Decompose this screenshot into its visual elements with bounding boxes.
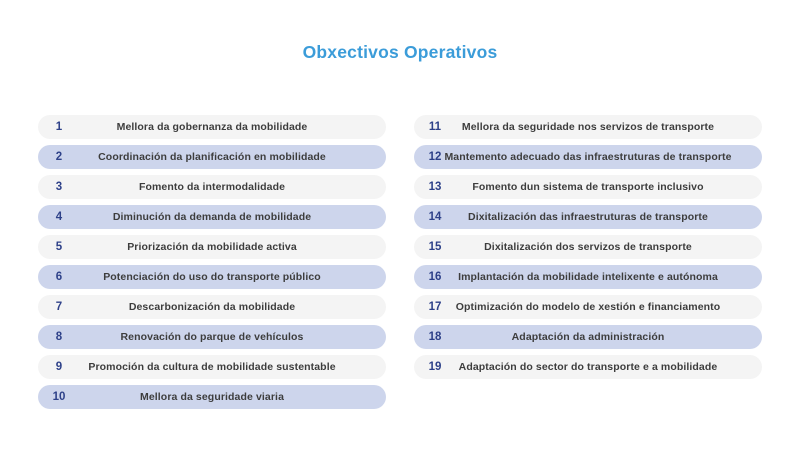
objective-number: 13 — [428, 181, 442, 193]
objective-row-15 — [414, 235, 762, 259]
objective-number: 5 — [55, 241, 63, 253]
objective-label: Adaptación do sector do transporte e a mobilidade — [458, 361, 718, 373]
objectives-column-right — [414, 115, 762, 415]
objective-number: 14 — [428, 211, 442, 223]
objective-number: 1 — [55, 121, 63, 133]
objective-label: Descarbonización da mobilidade — [128, 301, 296, 313]
objective-number: 3 — [55, 181, 63, 193]
objective-row-17 — [414, 295, 762, 319]
objective-label: Dixitalización das infraestruturas de transporte — [468, 211, 708, 223]
objective-row-9 — [38, 355, 386, 379]
objective-number: 15 — [428, 241, 442, 253]
objective-label: Mellora da seguridade viaria — [139, 391, 285, 403]
objective-number: 11 — [428, 121, 442, 133]
objective-number: 17 — [428, 301, 442, 313]
objective-label: Diminución da demanda de mobilidade — [112, 211, 312, 223]
objective-label: Priorización da mobilidade activa — [127, 241, 297, 253]
objective-label: Fomento dun sistema de transporte inclusivo — [472, 181, 704, 193]
objective-row-1 — [38, 115, 386, 139]
objective-row-6 — [38, 265, 386, 289]
objective-number: 7 — [55, 301, 63, 313]
objective-label: Mellora da gobernanza da mobilidade — [116, 121, 308, 133]
objective-number: 10 — [52, 391, 66, 403]
objective-number: 16 — [428, 271, 442, 283]
objective-label: Promoción da cultura de mobilidade sustentable — [88, 361, 336, 373]
page-title: Obxectivos Operativos — [302, 42, 498, 62]
objective-row-2 — [38, 145, 386, 169]
objective-number: 9 — [55, 361, 63, 373]
objective-row-19 — [414, 355, 762, 379]
objective-row-14 — [414, 205, 762, 229]
objective-number: 4 — [55, 211, 63, 223]
objective-label: Mellora da seguridade nos servizos de transporte — [461, 121, 715, 133]
objective-label: Implantación da mobilidade intelixente e autónoma — [458, 271, 718, 283]
objective-number: 12 — [428, 151, 442, 163]
objective-label: Dixitalización dos servizos de transporte — [484, 241, 692, 253]
objective-number: 8 — [55, 331, 63, 343]
objective-row-5 — [38, 235, 386, 259]
objective-number: 2 — [55, 151, 63, 163]
objective-row-18 — [414, 325, 762, 349]
objective-label: Adaptación da administración — [511, 331, 665, 343]
objective-row-12 — [414, 145, 762, 169]
objectives-column-left — [38, 115, 386, 415]
objective-row-3 — [38, 175, 386, 199]
objective-label: Coordinación da planificación en mobilidade — [98, 151, 326, 163]
objective-row-10 — [38, 385, 386, 409]
objective-label: Potenciación do uso do transporte público — [103, 271, 321, 283]
objective-label: Renovación do parque de vehículos — [120, 331, 304, 343]
objective-number: 6 — [55, 271, 63, 283]
objective-row-16 — [414, 265, 762, 289]
objective-number: 19 — [428, 361, 442, 373]
objectives-grid — [38, 115, 762, 415]
objective-label: Fomento da intermodalidade — [138, 181, 286, 193]
objective-row-7 — [38, 295, 386, 319]
objective-row-8 — [38, 325, 386, 349]
objective-number: 18 — [428, 331, 442, 343]
objective-label: Optimización do modelo de xestión e financiamento — [455, 301, 721, 313]
objective-label: Mantemento adecuado das infraestruturas de transporte — [444, 151, 732, 163]
objective-row-11 — [414, 115, 762, 139]
objective-row-13 — [414, 175, 762, 199]
objective-row-4 — [38, 205, 386, 229]
